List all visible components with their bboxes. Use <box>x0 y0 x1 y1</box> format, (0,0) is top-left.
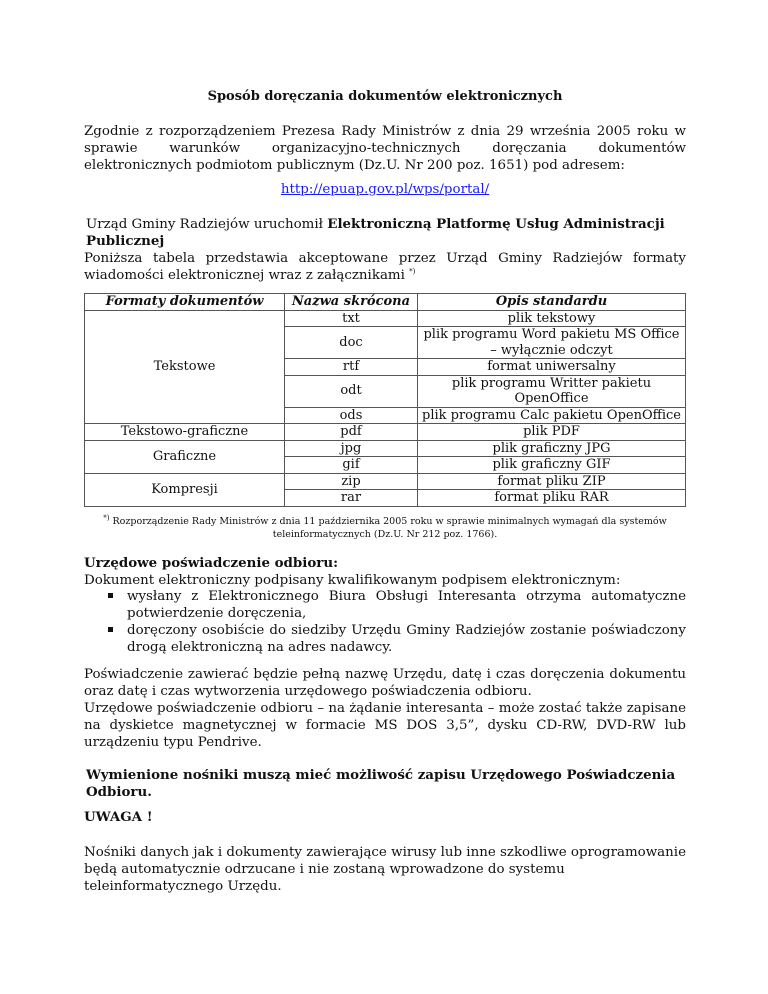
desc-doc: plik programu Word pakietu MS Office – wyłącznie odczyt <box>418 327 686 359</box>
media-paragraph: Urzędowe poświadczenie odbioru – na żądanie interesanta – może zostać także zapisane na dyskietce magnetycznej w formacie MS DOS 3,5”, dysku CD-RW, DVD-RW lub urządzeniu typu Pendrive. <box>84 701 686 750</box>
list-item <box>84 588 686 622</box>
desc-zip: format pliku ZIP <box>418 473 686 490</box>
desc-jpg: plik graficzny JPG <box>418 440 686 457</box>
desc-rtf: format uniwersalny <box>418 359 686 376</box>
short-jpg: jpg <box>285 440 418 457</box>
header-description: Opis standardu <box>418 294 686 311</box>
platform-prefix: Urząd Gminy Radziejów uruchomił <box>86 217 328 232</box>
media-note: Wymienione nośniki muszą mieć możliwość zapisu Urzędowego Poświadczenia Odbioru. <box>86 767 676 800</box>
table-row <box>85 440 686 457</box>
table-intro-text: Poniższa tabela przedstawia akceptowane przez Urząd Gminy Radziejów formaty wiadomości elektronicznej wraz z załącznikami <box>84 251 686 283</box>
group-kompresji: Kompresji <box>85 473 285 506</box>
epuap-link-line <box>84 181 686 198</box>
platform-paragraph <box>86 216 688 250</box>
intro-paragraph: Zgodnie z rozporządzeniem Prezesa Rady Ministrów z dnia 29 września 2005 roku w sprawie warunków organizacyjno-technicznych doręczania dokumentów elektronicznych podmiotom publicznym (Dz.U. Nr 200 poz. 1651) pod adresem: <box>84 124 686 173</box>
short-gif: gif <box>285 457 418 474</box>
bullet-text: doręczony osobiście do siedziby Urzędu Gminy Radziejów zostanie poświadczony drogą elektroniczną na adres nadawcy. <box>127 623 686 655</box>
document-title: Sposób doręczania dokumentów elektronicznych <box>207 89 563 104</box>
content-paragraph: Poświadczenie zawierać będzie pełną nazwę Urzędu, datę i czas doręczenia dokumentu oraz datę i czas wytworzenia urzędowego poświadczenia odbioru. <box>84 667 686 699</box>
short-ods: ods <box>285 407 418 424</box>
receipt-bullet-list <box>84 588 686 656</box>
receipt-intro: Dokument elektroniczny podpisany kwalifikowanym podpisem elektronicznym: <box>84 573 621 588</box>
desc-gif: plik graficzny GIF <box>418 457 686 474</box>
short-zip: zip <box>285 473 418 490</box>
list-item <box>84 622 686 656</box>
short-txt: txt <box>285 310 418 327</box>
footnote-marker: *) <box>409 267 416 276</box>
table-header-row <box>85 294 686 311</box>
desc-rar: format pliku RAR <box>418 490 686 507</box>
formats-table <box>84 293 686 507</box>
desc-pdf: plik PDF <box>418 424 686 441</box>
short-odt: odt <box>285 375 418 407</box>
group-tekstowe: Tekstowe <box>85 310 285 424</box>
table-intro-paragraph <box>84 250 686 284</box>
table-row <box>85 473 686 490</box>
short-doc: doc <box>285 327 418 359</box>
epuap-link[interactable]: http://epuap.gov.pl/wps/portal/ <box>280 182 490 197</box>
group-tekstowo-graficzne: Tekstowo-graficzne <box>85 424 285 441</box>
group-graficzne: Graficzne <box>85 440 285 473</box>
desc-ods: plik programu Calc pakietu OpenOffice <box>418 407 686 424</box>
header-formats: Formaty dokumentów <box>85 294 285 311</box>
footnote <box>84 515 686 541</box>
short-pdf: pdf <box>285 424 418 441</box>
square-bullet-icon <box>108 627 113 632</box>
short-rar: rar <box>285 490 418 507</box>
footnote-marker: *) <box>103 513 110 522</box>
footnote-text: Rozporządzenie Rady Ministrów z dnia 11 października 2005 roku w sprawie minimalnych wymagań dla systemów teleinformatycznych (Dz.U. Nr 212 poz. 1766). <box>112 516 667 540</box>
bullet-text: wysłany z Elektronicznego Biura Obsługi Interesanta otrzyma automatyczne potwierdzenie doręczenia, <box>127 589 686 621</box>
table-row <box>85 310 686 327</box>
warning-heading: UWAGA ! <box>84 809 153 825</box>
desc-txt: plik tekstowy <box>418 310 686 327</box>
receipt-heading: Urzędowe poświadczenie odbioru: <box>84 555 339 571</box>
warning-text: Nośniki danych jak i dokumenty zawierające wirusy lub inne szkodliwe oprogramowanie będą automatycznie odrzucane i nie zostaną wprowadzone do systemu teleinformatycznego Urzędu. <box>84 845 686 894</box>
platform-name: Elektroniczną Platformę Usług Administracji Publicznej <box>86 216 665 249</box>
square-bullet-icon <box>108 593 113 598</box>
header-short-name: Nazwa skrócona <box>285 294 418 311</box>
desc-odt: plik programu Writter pakietu OpenOffice <box>418 375 686 407</box>
table-row <box>85 424 686 441</box>
short-rtf: rtf <box>285 359 418 376</box>
